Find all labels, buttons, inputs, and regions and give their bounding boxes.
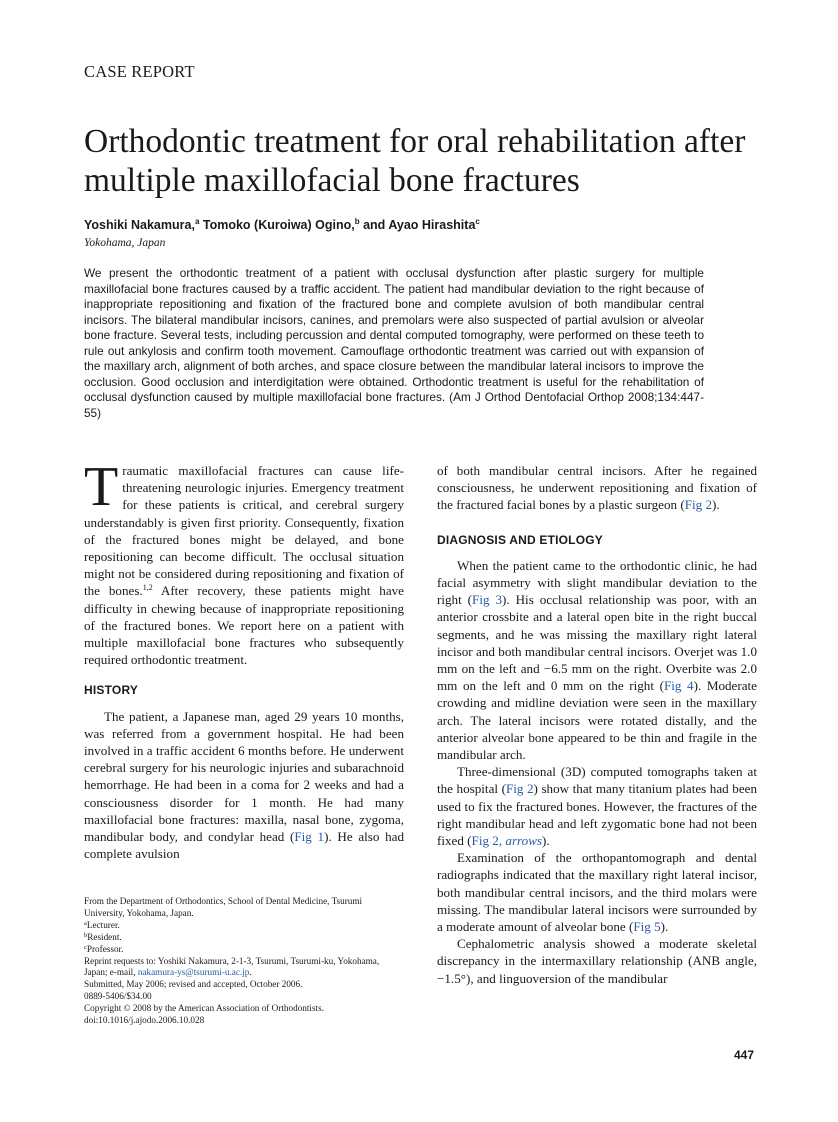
author-affiliation-mark: b xyxy=(354,217,360,226)
diagnosis-paragraph: Examination of the orthopantomograph and dental radiographs indicated that the maxillary right lateral incisor, both mandibular central incisors, and the third molars were missing. The mandibular lateral incisors were surrounded by a moderate amount of alveolar bone (Fig 5). xyxy=(437,850,757,935)
diagnosis-paragraph: Cephalometric analysis showed a moderate skeletal discrepancy in the intermaxillary relationship (ANB angle, −1.5°), and linguoversion of the mandibular xyxy=(437,936,757,986)
author-list xyxy=(84,218,480,232)
figure-link-2[interactable]: Fig 2 xyxy=(684,497,713,513)
diagnosis-paragraph: Three-dimensional (3D) computed tomographs taken at the hospital (Fig 2) show that many titanium plates had been used to fix the fractured bones. However, the fractures of the right mandibular head and left zygomatic bone had not been fixed (Fig 2, arrows). xyxy=(437,764,757,849)
figure-link-1[interactable]: Fig 1 xyxy=(294,829,325,845)
figure-link-2-arrows[interactable]: Fig 2, arrows xyxy=(471,833,543,849)
figure-link-3[interactable]: Fig 3 xyxy=(472,592,503,608)
footnote-affiliation: From the Department of Orthodontics, School of Dental Medicine, Tsurumi University, Yokohama, Japan. xyxy=(84,896,363,918)
email-link[interactable]: nakamura-ys@tsurumi-u.ac.jp xyxy=(137,967,250,978)
author-name: Yoshiki Nakamura, xyxy=(84,218,195,232)
footnote-copyright: Copyright © 2008 by the American Association of Orthodontists. xyxy=(84,1003,324,1014)
section-heading-diagnosis: DIAGNOSIS AND ETIOLOGY xyxy=(437,532,603,547)
author-name: Tomoko (Kuroiwa) Ogino, xyxy=(202,218,355,232)
author-affiliation-mark: c xyxy=(475,217,480,226)
figure-link-2[interactable]: Fig 2 xyxy=(505,781,534,797)
author-affiliation-mark: a xyxy=(194,217,200,226)
author-location: Yokohama, Japan xyxy=(84,237,166,249)
history-paragraph-continued: of both mandibular central incisors. After he regained consciousness, he underwent repositioning and fixation of the fractured facial bones by a plastic surgeon (Fig 2). xyxy=(437,463,757,513)
diagnosis-paragraph: When the patient came to the orthodontic clinic, he had facial asymmetry with slight mandibular deviation to the right (Fig 3). His occlusal relationship was poor, with an anterior crossbite and a lateral open bite in the right buccal segments, and he was missing the maxillary right lateral incisor and both mandibular central incisors. Overjet was 1.0 mm on the left and −6.5 mm on the right. Overbite was 2.0 mm on the left and 0 mm on the right (Fig 4). Moderate crowding and midline deviation were seen in the maxillary arch. The lateral incisors were rotated distally, and the anterior alveolar bone appeared to be thin and fragile in the mandibular arch. xyxy=(437,557,757,763)
abstract: We present the orthodontic treatment of a patient with occlusal dysfunction after plastic surgery for multiple maxillofacial bone fractures caused by a traffic accident. The patient had mandibular deviation to the right because of inappropriate repositioning and fixation of the fractured bone and complete avulsion of both mandibular central incisors. The bilateral mandibular incisors, canines, and premolars were also suspected of partial avulsion or alveolar bone fracture. Several tests, including percussion and dental computed tomography, were performed on these teeth to rule out ankylosis and confirm tooth movement. Camouflage orthodontic treatment was carried out with expansion of the maxillary arch, alignment of both arches, and space closure between the mandibular lateral incisors to improve the occlusion. Good occlusion and interdigitation were obtained. Orthodontic treatment is useful for the rehabilitation of occlusal dysfunction caused by multiple maxillofacial bone fractures. (Am J Orthod Dentofacial Orthop 2008;134:447-55) xyxy=(84,266,704,420)
history-paragraph: The patient, a Japanese man, aged 29 years 10 months, was referred from a government hospital. He had been involved in a traffic accident 6 months before. He underwent cerebral surgery for his neurologic injuries and subarachnoid hemorrhage. He had been in a coma for 2 weeks and had a consciousness disorder for 1 month. He had many maxillofacial bone fractures: maxilla, nasal bone, zygoma, mandibular body, and condylar head (Fig 1). He also had complete avulsion xyxy=(84,708,404,862)
footnotes xyxy=(84,896,404,1027)
drop-cap: T xyxy=(84,456,119,518)
footnote-submitted: Submitted, May 2006; revised and accepted, October 2006. xyxy=(84,979,303,990)
section-heading-history: HISTORY xyxy=(84,683,139,698)
page-number: 447 xyxy=(733,1048,754,1062)
footnote-b: $^b$Resident. xyxy=(84,931,122,942)
intro-paragraph: Traumatic maxillofacial fractures can cause life-threatening neurologic injuries. Emergency treatment for these patients is critical, and cerebral surgery understandably is given first priority. Consequently, fixation of the fractured bones might be delayed, and bone repositioning can become difficult. The occlusal situation might not be considered during repositioning and fixation of the bones.$^{1,2}$ After recovery, these patients might have difficulty in chewing because of inappropriate repositioning of the fractured bones. We report here on a patient with multiple maxillofacial bone fractures who subsequently required orthodontic treatment. xyxy=(84,456,404,668)
footnote-reprint: Reprint requests to: Yoshiki Nakamura, 2-1-3, Tsurumi, Tsurumi-ku, Yokohama, Japan; e-mail, nakamura-ys@tsurumi-u.ac.jp. xyxy=(84,955,380,978)
figure-link-4[interactable]: Fig 4 xyxy=(663,678,694,694)
footnote-c: $^c$Professor. xyxy=(84,943,124,954)
citation-ref: 1,2 xyxy=(142,583,153,593)
footnote-doi: doi:10.1016/j.ajodo.2006.10.028 xyxy=(84,1015,205,1026)
article-title: Orthodontic treatment for oral rehabilitation after multiple maxillofacial bone fractures xyxy=(84,123,746,199)
footnote-price: 0889-5406/$34.00 xyxy=(84,991,152,1002)
left-column xyxy=(84,456,404,862)
footnote-a: $^a$Lecturer. xyxy=(84,919,120,930)
figure-link-5[interactable]: Fig 5 xyxy=(633,919,661,935)
right-column xyxy=(437,462,757,987)
section-label: CASE REPORT xyxy=(84,62,195,81)
author-name: and Ayao Hirashita xyxy=(363,218,476,232)
